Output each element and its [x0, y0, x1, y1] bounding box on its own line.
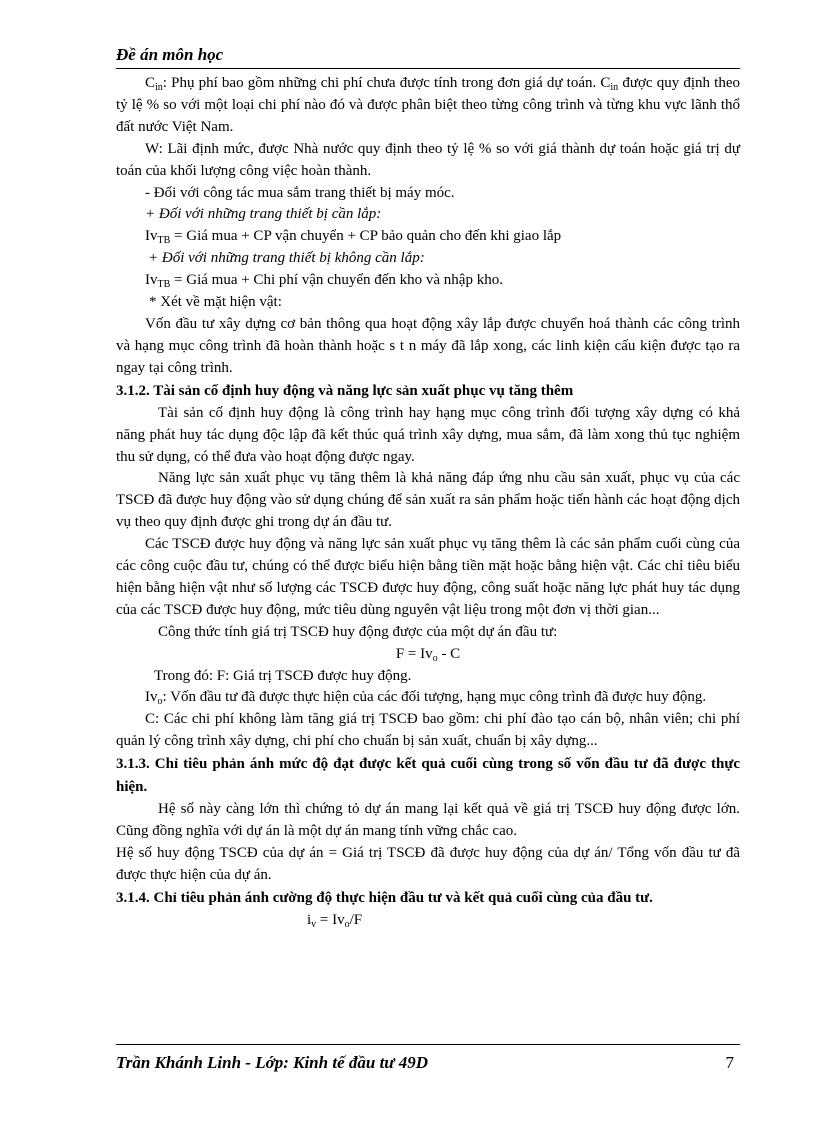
subscript: o [344, 918, 350, 930]
text: Iv [145, 272, 158, 289]
text: : Phụ phí bao gồm những chi phí chưa được tính trong đơn giá dự toán. C [162, 75, 611, 91]
paragraph-coefficient-formula: Hệ số huy động TSCĐ của dự án = Giá trị TSCĐ đã được huy động của dự án/ Tổng vốn đầu tư đã được thực hiện của dự án. [116, 845, 740, 883]
text: C [145, 75, 156, 91]
heading-3-1-4: 3.1.4. Chỉ tiêu phản ánh cường độ thực hiện đầu tư và kết quả cuối cùng của đầu tư. [116, 889, 653, 906]
text: /F [349, 911, 363, 928]
subscript: o [432, 652, 438, 664]
paragraph-w: W: Lãi định mức, được Nhà nước quy định theo tỷ lệ % so với giá thành dự toán hoặc giá trị dự toán của khối lượng công việc hoàn thành. [116, 140, 740, 179]
subscript: in [155, 82, 163, 93]
paragraph-capacity: Năng lực sản xuất phục vụ tăng thêm là khả năng đáp ứng nhu cầu sản xuất, phục vụ của các TSCĐ đã được huy động vào sử dụng chúng để sản xuất ra sản phẩm hoặc tiến hành các hoạt động dịch vụ theo quy định được ghi trong dự án đầu tư. [116, 470, 740, 531]
formula-iv-install [116, 226, 740, 248]
paragraph-formula-intro: Công thức tính giá trị TSCĐ huy động được của một dự án đầu tư: [158, 623, 558, 640]
footer-author: Trần Khánh Linh - Lớp: Kinh tế đầu tư 49D [116, 1053, 429, 1072]
page-header [116, 44, 740, 69]
formula-iv-no-install [116, 270, 740, 292]
text: : Vốn đầu tư đã được thực hiện của các đối tượng, hạng mục công trình đã được huy động. [162, 689, 707, 706]
page-content [116, 73, 740, 932]
paragraph-install: + Đối với những trang thiết bị cần lắp: [145, 206, 382, 223]
document-page [116, 44, 740, 932]
paragraph-c-costs: C: Các chi phí không làm tăng giá trị TSCĐ bao gồm: chi phí đào tạo cán bộ, nhân viên; chi phí quản lý công trình xây dựng, chi phí cho chuẩn bị sản xuất, chuẩn bị xây dựng... [116, 711, 740, 750]
subscript: TB [157, 279, 171, 291]
paragraph-cin [116, 73, 740, 139]
paragraph-coefficient: Hệ số này càng lớn thì chứng tỏ dự án mang lại kết quả về giá trị TSCĐ huy động được lớn. Cũng đồng nghĩa với dự án là một dự án mang tính vững chắc cao. [116, 801, 740, 840]
heading-3-1-3: 3.1.3. Chỉ tiêu phản ánh mức độ đạt được kết quả cuối cùng trong số vốn đầu tư đã được thực hiện. [116, 756, 740, 796]
text: Iv [145, 228, 158, 245]
subscript: v [311, 918, 317, 930]
heading-3-1-2: 3.1.2. Tài sản cố định huy động và năng lực sản xuất phục vụ tăng thêm [116, 382, 574, 399]
subscript: o [157, 696, 163, 708]
subscript: in [610, 82, 619, 93]
text: = Iv [316, 911, 345, 928]
page-footer [116, 1044, 740, 1073]
text: - C [437, 645, 461, 662]
paragraph-equipment: - Đối với công tác mua sắm trang thiết bị máy móc. [145, 184, 455, 201]
paragraph-where: Trong đó: F: Giá trị TSCĐ được huy động. [154, 667, 412, 684]
formula-iv-ratio [116, 910, 740, 932]
paragraph-tscd: Các TSCĐ được huy động và năng lực sản xuất phục vụ tăng thêm là các sản phẩm cuối cùng của các công cuộc đầu tư, chúng có thể được biểu hiện bằng tiền mặt hoặc bằng hiện vật. Các chỉ tiêu biểu hiện bằng hiện vật như số lượng các TSCĐ được huy động, công suất hoặc năng lực phát huy tác dụng của các TSCĐ được huy động, mức tiêu dùng nguyên vật liệu trong một đơn vị thời gian... [116, 536, 740, 618]
header-title: Đề án môn học [116, 45, 224, 64]
text: F = Iv [395, 645, 433, 662]
text: = Giá mua + Chi phí vận chuyển đến kho và nhập kho. [170, 272, 503, 289]
paragraph-no-install: + Đối với những trang thiết bị không cần lắp: [148, 250, 425, 267]
subscript: TB [157, 235, 171, 247]
formula-f [116, 644, 740, 666]
text: Iv [145, 689, 158, 706]
text: = Giá mua + CP vận chuyển + CP bảo quản cho đến khi giao lắp [170, 228, 562, 245]
text: i [307, 911, 312, 928]
paragraph-ivo [116, 687, 740, 709]
page-number: 7 [725, 1053, 734, 1072]
paragraph-capital: Vốn đầu tư xây dựng cơ bản thông qua hoạt động xây lắp được chuyển hoá thành các công trình và hạng mục công trình đã hoàn thành hoặc s t n máy đã lắp xong, các linh kiện cấu kiện được tạo ra ngay tại công trình. [116, 315, 740, 376]
paragraph-fixed-assets: Tài sản cố định huy động là công trình hay hạng mục công trình đối tượng xây dựng có khả năng phát huy tác dụng độc lập đã kết thúc quá trình xây dựng, mua sắm, đã làm xong thủ tục nghiệm thu sử dụng, có thể đưa vào hoạt động được ngay. [116, 404, 740, 465]
text: được quy định theo tỷ lệ % so với một loại chi phí nào đó và được phân biệt theo từng công trình và từng khu vực lãnh thổ đất nước Việt Nam. [116, 75, 740, 135]
paragraph-physical: * Xét về mặt hiện vật: [149, 294, 282, 311]
